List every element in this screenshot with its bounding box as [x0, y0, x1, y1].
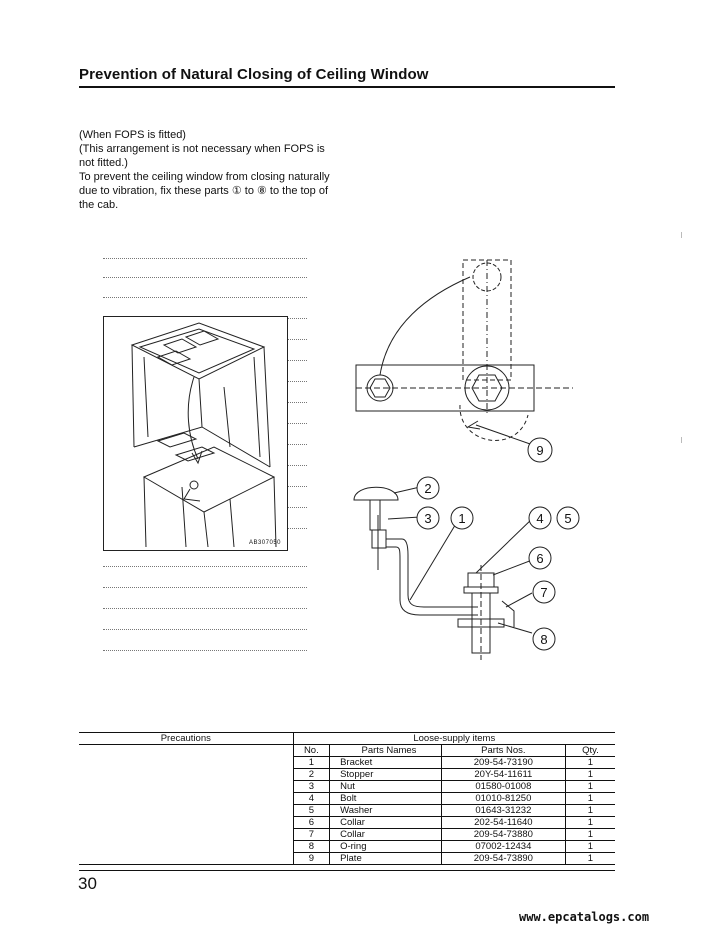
page-number: 30 — [78, 874, 97, 893]
note-line — [288, 339, 307, 340]
cab-illustration — [103, 316, 288, 551]
callout-9: 9 — [536, 443, 544, 458]
note-line — [288, 486, 307, 487]
row-no: 2 — [293, 769, 329, 781]
row-part-no: 209-54-73880 — [441, 829, 565, 841]
note-line — [103, 258, 307, 259]
page-title: Prevention of Natural Closing of Ceiling Window — [79, 66, 429, 83]
footer-rule — [79, 870, 615, 871]
row-part-no: 20Y-54-11611 — [441, 769, 565, 781]
col-parts-nos: Parts Nos. — [441, 745, 565, 757]
intro-text — [79, 128, 341, 212]
note-line — [288, 318, 307, 319]
row-name: Bracket — [330, 757, 442, 769]
note-line — [103, 297, 307, 298]
loose-supply-header: Loose-supply items — [293, 733, 615, 745]
note-line — [288, 528, 307, 529]
row-no: 3 — [293, 781, 329, 793]
scan-mark — [681, 437, 682, 443]
precautions-header: Precautions — [79, 733, 293, 745]
table-body — [79, 745, 615, 865]
row-name: Stopper — [330, 769, 442, 781]
col-qty: Qty. — [565, 745, 615, 757]
row-part-no: 01580-01008 — [441, 781, 565, 793]
col-no: No. — [293, 745, 329, 757]
row-qty: 1 — [565, 853, 615, 865]
row-qty: 1 — [565, 817, 615, 829]
row-name: Collar — [330, 817, 442, 829]
note-line — [288, 444, 307, 445]
row-part-no: 01643-31232 — [441, 805, 565, 817]
row-name: Bolt — [330, 793, 442, 805]
row-no: 1 — [293, 757, 329, 769]
row-no: 8 — [293, 841, 329, 853]
note-line — [103, 629, 307, 630]
note-line — [103, 566, 307, 567]
watermark-text: www.epcatalogs.com — [519, 910, 650, 924]
intro-line-note: (This arrangement is not necessary when FOPS is not fitted.) — [79, 143, 325, 169]
cab-drawing — [104, 317, 287, 550]
callout-1: 1 — [458, 511, 466, 526]
row-no: 4 — [293, 793, 329, 805]
row-qty: 1 — [565, 841, 615, 853]
figure-code: AB307050 — [248, 540, 281, 546]
row-no: 5 — [293, 805, 329, 817]
row-qty: 1 — [565, 793, 615, 805]
callout-4: 4 — [536, 511, 544, 526]
row-part-no: 202-54-11640 — [441, 817, 565, 829]
row-part-no: 209-54-73890 — [441, 853, 565, 865]
callout-2: 2 — [424, 481, 432, 496]
col-parts-names: Parts Names — [330, 745, 442, 757]
row-part-no: 07002-12434 — [441, 841, 565, 853]
row-qty: 1 — [565, 829, 615, 841]
row-no: 9 — [293, 853, 329, 865]
row-qty: 1 — [565, 781, 615, 793]
row-part-no: 01010-81250 — [441, 793, 565, 805]
note-line — [103, 277, 307, 278]
scan-mark — [681, 232, 682, 238]
row-name: O-ring — [330, 841, 442, 853]
callout-5: 5 — [564, 511, 572, 526]
note-line — [103, 587, 307, 588]
row-qty: 1 — [565, 757, 615, 769]
intro-line-fops: (When FOPS is fitted) — [79, 129, 186, 141]
note-line — [103, 650, 307, 651]
precautions-cell — [79, 745, 293, 865]
callout-6: 6 — [536, 551, 544, 566]
intro-line-instruction: To prevent the ceiling window from closing naturally due to vibration, fix these parts ① to ⑧ to the top of the cab. — [79, 171, 330, 211]
row-name: Washer — [330, 805, 442, 817]
row-name: Plate — [330, 853, 442, 865]
note-line — [288, 507, 307, 508]
title-rule — [79, 86, 615, 88]
row-no: 7 — [293, 829, 329, 841]
note-line — [288, 465, 307, 466]
note-line — [288, 402, 307, 403]
callout-7: 7 — [540, 585, 548, 600]
row-qty: 1 — [565, 769, 615, 781]
row-no: 6 — [293, 817, 329, 829]
row-name: Nut — [330, 781, 442, 793]
note-line — [288, 381, 307, 382]
loose-supply-table — [79, 732, 615, 865]
callout-8: 8 — [540, 632, 548, 647]
note-line — [288, 360, 307, 361]
note-line — [103, 608, 307, 609]
row-name: Collar — [330, 829, 442, 841]
row-part-no: 209-54-73190 — [441, 757, 565, 769]
plate-outline — [356, 365, 534, 411]
note-line — [288, 423, 307, 424]
callout-3: 3 — [424, 511, 432, 526]
parts-diagram — [348, 255, 598, 665]
row-qty: 1 — [565, 805, 615, 817]
